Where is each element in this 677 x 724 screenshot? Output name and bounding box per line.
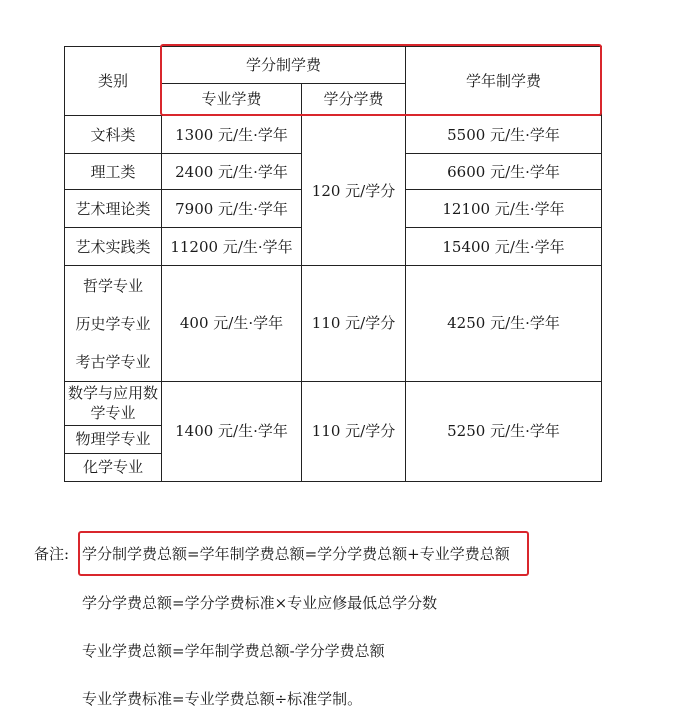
category-cell: 考古学专业 [65,343,162,381]
year-fee-cell: 5250 元/生·学年 [406,381,602,481]
category-cell: 艺术理论类 [65,190,162,228]
year-fee-cell: 4250 元/生·学年 [406,266,602,381]
category-cell: 化学专业 [65,453,162,481]
category-cell: 历史学专业 [65,305,162,343]
header-category: 类别 [65,47,162,116]
credit-fee-cell: 110 元/学分 [302,266,406,381]
notes-label: 备注: [34,545,70,563]
category-cell: 理工类 [65,154,162,190]
year-fee-cell: 15400 元/生·学年 [406,228,602,266]
credit-fee-cell: 110 元/学分 [302,381,406,481]
category-cell: 物理学专业 [65,425,162,453]
major-fee-cell: 1300 元/生·学年 [162,116,302,154]
category-cell: 艺术实践类 [65,228,162,266]
year-fee-cell: 5500 元/生·学年 [406,116,602,154]
category-cell: 哲学专业 [65,266,162,305]
header-row-1 [65,47,602,84]
note-line-1: 学分制学费总额=学年制学费总额=学分学费总额+专业学费总额 [82,545,510,563]
fee-table [64,46,602,482]
category-cell: 文科类 [65,116,162,154]
year-fee-cell: 12100 元/生·学年 [406,190,602,228]
major-fee-cell: 1400 元/生·学年 [162,381,302,481]
table-row [65,266,602,305]
major-fee-cell: 7900 元/生·学年 [162,190,302,228]
note-line-3: 专业学费总额=学年制学费总额-学分学费总额 [82,642,385,660]
header-credit-system: 学分制学费 [162,47,406,84]
header-major-fee: 专业学费 [162,84,302,116]
table-row [65,381,602,425]
note-line-4: 专业学费标准=专业学费总额÷标准学制。 [82,690,363,708]
header-credit-fee: 学分学费 [302,84,406,116]
category-cell: 数学与应用数学专业 [65,381,162,425]
note-line-2: 学分学费总额=学分学费标准×专业应修最低总学分数 [82,594,438,612]
major-fee-cell: 2400 元/生·学年 [162,154,302,190]
year-fee-cell: 6600 元/生·学年 [406,154,602,190]
table-row [65,116,602,154]
header-year-system: 学年制学费 [406,47,602,116]
credit-fee-cell: 120 元/学分 [302,116,406,266]
major-fee-cell: 400 元/生·学年 [162,266,302,381]
major-fee-cell: 11200 元/生·学年 [162,228,302,266]
